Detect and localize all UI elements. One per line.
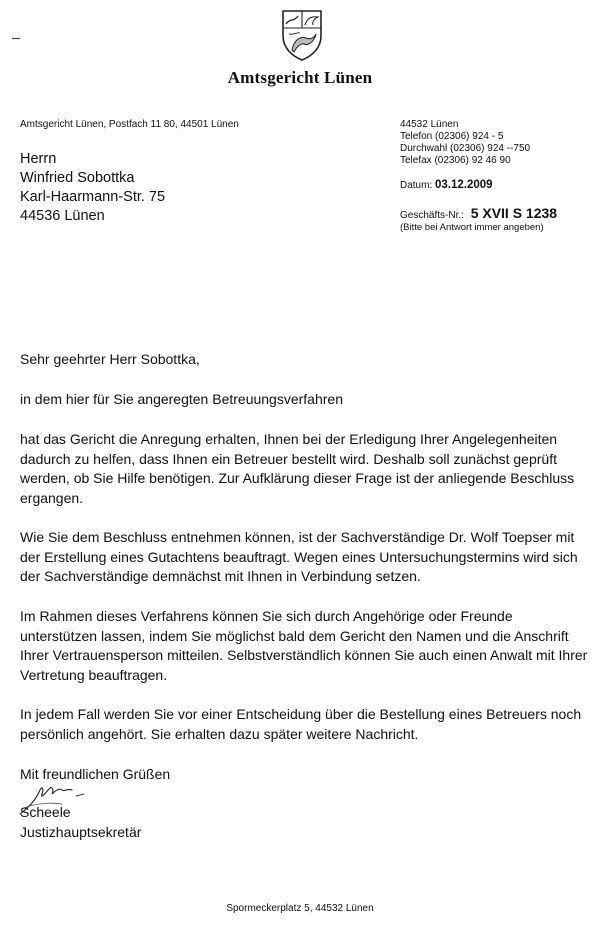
recipient-street: Karl-Haarmann-Str. 75 — [20, 189, 166, 205]
date-label: Datum: — [400, 180, 433, 191]
recipient-address-block — [20, 150, 165, 226]
stray-scan-mark-icon — [12, 37, 22, 40]
reference-note: (Bitte bei Antwort immer angeben) — [400, 222, 544, 233]
contact-fax: Telefax (02306) 92 46 90 — [400, 155, 511, 166]
letter-paragraph-4: In jedem Fall werden Sie vor einer Entscheidung über die Bestellung eines Betreuers noch persönlich angehört. Sie erhalten dazu später weitere Nachricht. — [20, 706, 582, 742]
footer-address: Spormeckerplatz 5, 44532 Lünen — [226, 903, 374, 914]
date-value: 03.12.2009 — [435, 179, 493, 191]
case-reference — [400, 205, 557, 221]
recipient-city: 44536 Lünen — [20, 208, 105, 224]
letter-paragraph-3: Im Rahmen dieses Verfahrens können Sie sich durch Angehörige oder Freunde unterstützen lassen, indem Sie möglichst bald dem Gericht den Namen und die Anschrift Ihrer Vertrauensperson mitteilen. Selbstverständlich können Sie auch einen Anwalt mit Ihrer Vertretung beauftragen. — [20, 608, 588, 683]
contact-phone: Telefon (02306) 924 - 5 — [400, 131, 504, 142]
letter-closing: Mit freundlichen Grüßen — [20, 766, 171, 782]
signer-block — [20, 803, 141, 842]
signer-name: Scheele — [20, 804, 71, 820]
contact-city: 44532 Lünen — [400, 119, 459, 130]
letter-paragraph-1: hat das Gericht die Anregung erhalten, Ihnen bei der Erledigung Ihrer Angelegenheiten dadurch zu helfen, dass Ihnen ein Betreuer bestellt wird. Deshalb soll zunächst geprüft werden, ob Sie Hilfe benötigen. Zur Aufklärung dieser Frage ist der anliegende Beschluss ergangen. — [20, 431, 575, 506]
state-coat-of-arms-icon — [280, 8, 324, 62]
court-name-heading: Amtsgericht Lünen — [227, 68, 373, 87]
letter-paragraph-2: Wie Sie dem Beschluss entnehmen können, ist der Sachverständige Dr. Wolf Toepser mit der Erstellung eines Gutachtens beauftragt. Wegen eines Untersuchungstermins wird sich der Sachverständige demnächst mit Ihnen in Verbindung setzen. — [20, 529, 578, 584]
reference-number: 5 XVII S 1238 — [470, 205, 558, 221]
letter-salutation: Sehr geehrter Herr Sobottka, — [20, 351, 200, 367]
signer-title: Justizhauptsekretär — [20, 823, 142, 840]
recipient-salutation-line: Herrn — [20, 151, 57, 167]
contact-direct-line: Durchwahl (02306) 924 --750 — [400, 143, 531, 154]
letter-intro: in dem hier für Sie angeregten Betreuungsverfahren — [20, 391, 343, 407]
sender-return-address: Amtsgericht Lünen, Postfach 11 80, 44501 Lünen — [20, 119, 239, 130]
recipient-name: Winfried Sobottka — [20, 170, 135, 186]
letter-date — [400, 179, 493, 191]
reference-label: Geschäfts-Nr.: — [400, 210, 464, 221]
court-contact-block — [400, 119, 530, 167]
